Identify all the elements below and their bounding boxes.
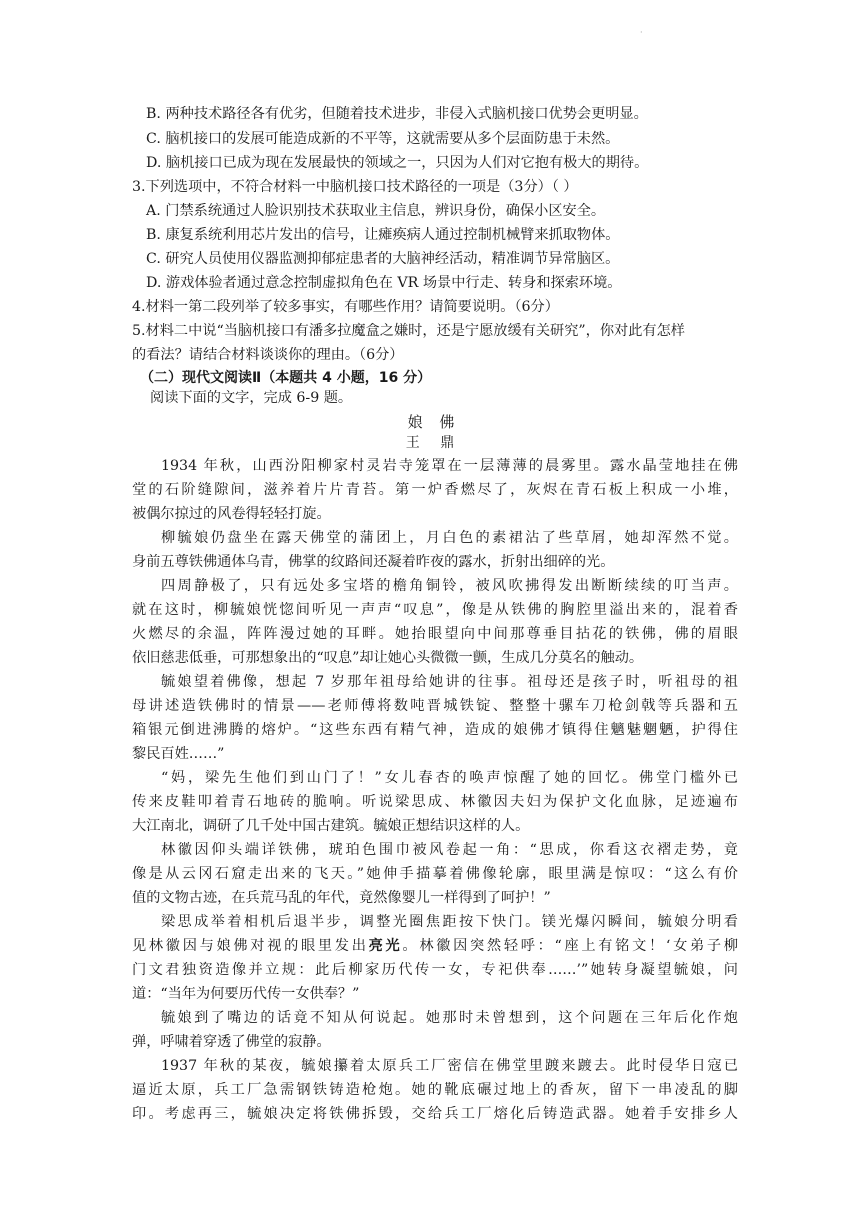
article-author: 王 鼎 [405, 435, 463, 451]
article-line: 就在这时，柳毓娘恍惚间听见一声声“叹息”，像是从铁佛的胸腔里溢出来的，混着香 [132, 602, 738, 618]
q2-option-b: B. 两种技术路径各有优劣，但随着技术进步，非侵入式脑机接口优势会更明显。 [146, 106, 648, 122]
article-line-highlight: 见林徽因与娘佛对视的眼里发出亮光。林徽因突然轻呼：“座上有铭文！‘女弟子柳 [132, 938, 738, 954]
q2-option-d: D. 脑机接口已成为现在发展最快的领域之一，只因为人们对它抱有极大的期待。 [146, 155, 649, 171]
header-mark: · [640, 28, 643, 37]
article-line: 柳毓娘仍盘坐在露天佛堂的蒲团上，月白色的素裙沾了些草屑，她却浑然不觉。 [161, 530, 738, 546]
article-line: 毓娘到了嘴边的话竟不知从何说起。她那时未曾想到，这个问题在三年后化作炮 [161, 1010, 738, 1026]
article-line: 毓娘望着佛像，想起 7 岁那年祖母给她讲的往事。祖母还是孩子时，听祖母的祖 [161, 674, 738, 690]
highlight-word: 亮光 [368, 938, 403, 954]
article-line: 堂的石阶缝隙间，滋养着片片青苔。第一炉香燃尽了，灰烬在青石板上积成一小堆， [132, 482, 738, 498]
article-line: 黎民百姓……” [132, 746, 225, 762]
article-line: 门文君独资造像并立规：此后柳家历代传一女，专祀供奉……’”她转身凝望毓娘，问 [132, 962, 738, 978]
article-line: 道：“当年为何要历代传一女供奉？” [132, 986, 360, 1002]
q3-option-c: C. 研究人员使用仪器监测抑郁症患者的大脑神经活动，精准调节异常脑区。 [146, 251, 620, 267]
article-line: 四周静极了，只有远处多宝塔的檐角铜铃，被风吹拂得发出断断续续的叮当声。 [161, 578, 738, 594]
article-line: 母讲述造铁佛时的情景——老师傅将数吨晋城铁锭、整整十骡车刀枪剑戟等兵器和五 [132, 698, 738, 714]
article-line: 身前五尊铁佛通体乌青，佛掌的纹路间还凝着昨夜的露水，折射出细碎的光。 [132, 554, 615, 570]
article-line: 印。考虑再三，毓娘决定将铁佛拆毁，交给兵工厂熔化后铸造武器。她着手安排乡人 [132, 1106, 738, 1122]
article-line: 值的文物古迹，在兵荒马乱的年代，竟然像婴儿一样得到了呵护！” [132, 890, 551, 906]
section-heading: （二）现代文阅读Ⅱ（本题共 4 小题，16 分） [140, 370, 432, 386]
article-line: 1937 年秋的某夜，毓娘攥着太原兵工厂密信在佛堂里踱来踱去。此时侵华日寇已 [161, 1058, 738, 1074]
article-line: 依旧慈悲低垂，可那想象出的“叹息”却让她心头微微一颤，生成几分莫名的触动。 [132, 650, 644, 666]
q3-option-b: B. 康复系统利用芯片发出的信号，让瘫痪病人通过控制机械臂来抓取物体。 [146, 227, 620, 243]
q2-option-c: C. 脑机接口的发展可能造成新的不平等，这就需要从多个层面防患于未然。 [146, 131, 620, 147]
q3-option-d: D. 游戏体验者通过意念控制虚拟角色在 VR 场景中行走、转身和探索环境。 [146, 275, 622, 291]
article-line: 大江南北，调研了几千处中国古建筑。毓娘正想结识这样的人。 [132, 818, 530, 834]
article-line: 逼近太原，兵工厂急需钢铁铸造枪炮。她的靴底碾过地上的香灰，留下一串凌乱的脚 [132, 1082, 738, 1098]
q5-stem-line-2: 的看法？请结合材料谈谈你的理由。（6分） [132, 347, 404, 363]
article-line: 1934 年秋，山西汾阳柳家村灵岩寺笼罩在一层薄薄的晨雾里。露水晶莹地挂在佛 [161, 458, 738, 474]
article-line: 火燃尽的余温，阵阵漫过她的耳畔。她抬眼望向中间那尊垂目拈花的铁佛，佛的眉眼 [132, 626, 738, 642]
article-line: 弹，呼啸着穿透了佛堂的寂静。 [132, 1034, 331, 1050]
article-line: 像是从云冈石窟走出来的飞天。”她伸手描摹着佛像轮廓，眼里满是惊叹：“这么有价 [132, 866, 738, 882]
article-line: 梁思成举着相机后退半步，调整光圈焦距按下快门。镁光爆闪瞬间，毓娘分明看 [161, 914, 738, 930]
q3-stem: 3.下列选项中，不符合材料一中脑机接口技术路径的一项是（3分）（ ） [132, 179, 578, 195]
q5-stem-line-1: 5.材料二中说“当脑机接口有潘多拉魔盒之嫌时，还是宁愿放缓有关研究”，你对此有怎样 [132, 323, 685, 339]
q4-stem: 4.材料一第二段列举了较多事实，有哪些作用？请简要说明。（6分） [132, 299, 559, 315]
article-line: 被偶尔掠过的风卷得轻轻打旋。 [132, 506, 331, 522]
article-line: “妈，梁先生他们到山门了！”女儿春杏的唤声惊醒了她的回忆。佛堂门槛外已 [161, 770, 738, 786]
article-line: 传来皮鞋叩着青石地砖的脆响。听说梁思成、林徽因夫妇为保护文化血脉，足迹遍布 [132, 794, 738, 810]
section-instruction: 阅读下面的文字，完成 6-9 题。 [150, 390, 353, 406]
article-title: 娘 佛 [407, 413, 461, 431]
article-line: 林徽因仰头端详铁佛，琥珀色围巾被风卷起一角：“思成，你看这衣褶走势，竟 [161, 842, 738, 858]
q3-option-a: A. 门禁系统通过人脸识别技术获取业主信息，辨识身份，确保小区安全。 [146, 203, 606, 219]
article-line: 箱银元倒进沸腾的熔炉。“这些东西有精气神，造成的娘佛才镇得住魑魅魍魉，护得住 [132, 722, 738, 738]
